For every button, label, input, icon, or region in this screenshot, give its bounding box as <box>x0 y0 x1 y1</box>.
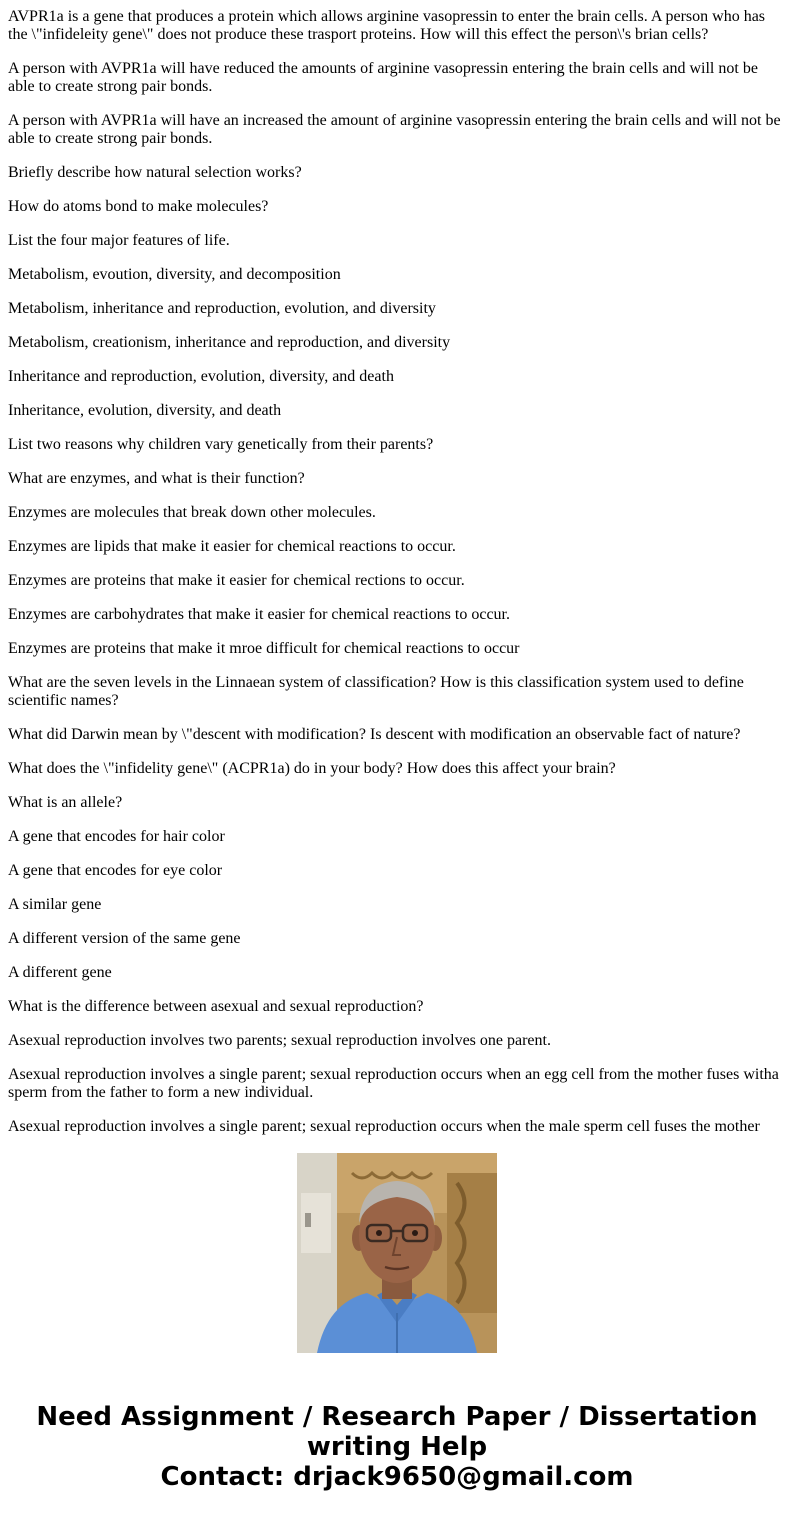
document-body <box>8 0 786 1135</box>
paragraph: List the four major features of life. <box>8 232 230 249</box>
paragraph: Metabolism, creationism, inheritance and reproduction, and diversity <box>8 334 451 351</box>
paragraph: A gene that encodes for hair color <box>8 828 225 845</box>
paragraph: A person with AVPR1a will have reduced the amounts of arginine vasopressin entering the brain cells and will not be able to create strong pair bonds. <box>8 60 758 95</box>
paragraph: What did Darwin mean by \"descent with modification? Is descent with modification an observable fact of nature? <box>8 726 741 743</box>
paragraph: Metabolism, evoution, diversity, and decomposition <box>8 266 341 283</box>
question-list <box>8 8 786 1136</box>
author-photo <box>297 1153 497 1353</box>
paragraph: Asexual reproduction involves two parents; sexual reproduction involves one parent. <box>8 1032 551 1049</box>
paragraph: Inheritance, evolution, diversity, and death <box>8 402 282 419</box>
paragraph: Enzymes are carbohydrates that make it easier for chemical reactions to occur. <box>8 606 510 623</box>
paragraph: Metabolism, inheritance and reproduction, evolution, and diversity <box>8 300 436 317</box>
cta-line-2: writing Help <box>306 1432 488 1462</box>
paragraph: What are enzymes, and what is their function? <box>8 470 305 487</box>
paragraph: What is the difference between asexual and sexual reproduction? <box>8 998 424 1015</box>
paragraph: Asexual reproduction involves a single parent; sexual reproduction occurs when the male sperm cell fuses the mother <box>8 1118 760 1135</box>
paragraph: What does the \"infidelity gene\" (ACPR1a) do in your body? How does this affect your brain? <box>8 760 616 777</box>
paragraph: Enzymes are proteins that make it mroe difficult for chemical reactions to occur <box>8 640 520 657</box>
paragraph: Enzymes are proteins that make it easier for chemical rections to occur. <box>8 572 465 589</box>
paragraph: Asexual reproduction involves a single parent; sexual reproduction occurs when an egg cell from the mother fuses witha sperm from the father to form a new individual. <box>8 1066 779 1101</box>
paragraph: What is an allele? <box>8 794 123 811</box>
paragraph: A different version of the same gene <box>8 930 241 947</box>
paragraph: A person with AVPR1a will have an increased the amount of arginine vasopressin entering the brain cells and will not be able to create strong pair bonds. <box>8 112 781 147</box>
paragraph: Enzymes are lipids that make it easier for chemical reactions to occur. <box>8 538 456 555</box>
paragraph: A gene that encodes for eye color <box>8 862 223 879</box>
paragraph: List two reasons why children vary genetically from their parents? <box>8 436 434 453</box>
paragraph: How do atoms bond to make molecules? <box>8 198 269 215</box>
paragraph: Briefly describe how natural selection works? <box>8 164 302 181</box>
cta-contact-email: Contact: drjack9650@gmail.com <box>160 1462 634 1492</box>
paragraph: Inheritance and reproduction, evolution, diversity, and death <box>8 368 394 385</box>
paragraph: AVPR1a is a gene that produces a protein which allows arginine vasopressin to enter the brain cells. A person who has the \"infideleity gene\" does not produce these trasport proteins. How will this effect the person\'s brian cells? <box>8 8 766 43</box>
paragraph: What are the seven levels in the Linnaean system of classification? How is this classification system used to define scientific names? <box>8 674 744 709</box>
contact-banner <box>0 1402 794 1492</box>
paragraph: A similar gene <box>8 896 102 913</box>
cta-line-1: Need Assignment / Research Paper / Dissertation <box>36 1402 758 1432</box>
paragraph: A different gene <box>8 964 112 981</box>
paragraph: Enzymes are molecules that break down other molecules. <box>8 504 376 521</box>
